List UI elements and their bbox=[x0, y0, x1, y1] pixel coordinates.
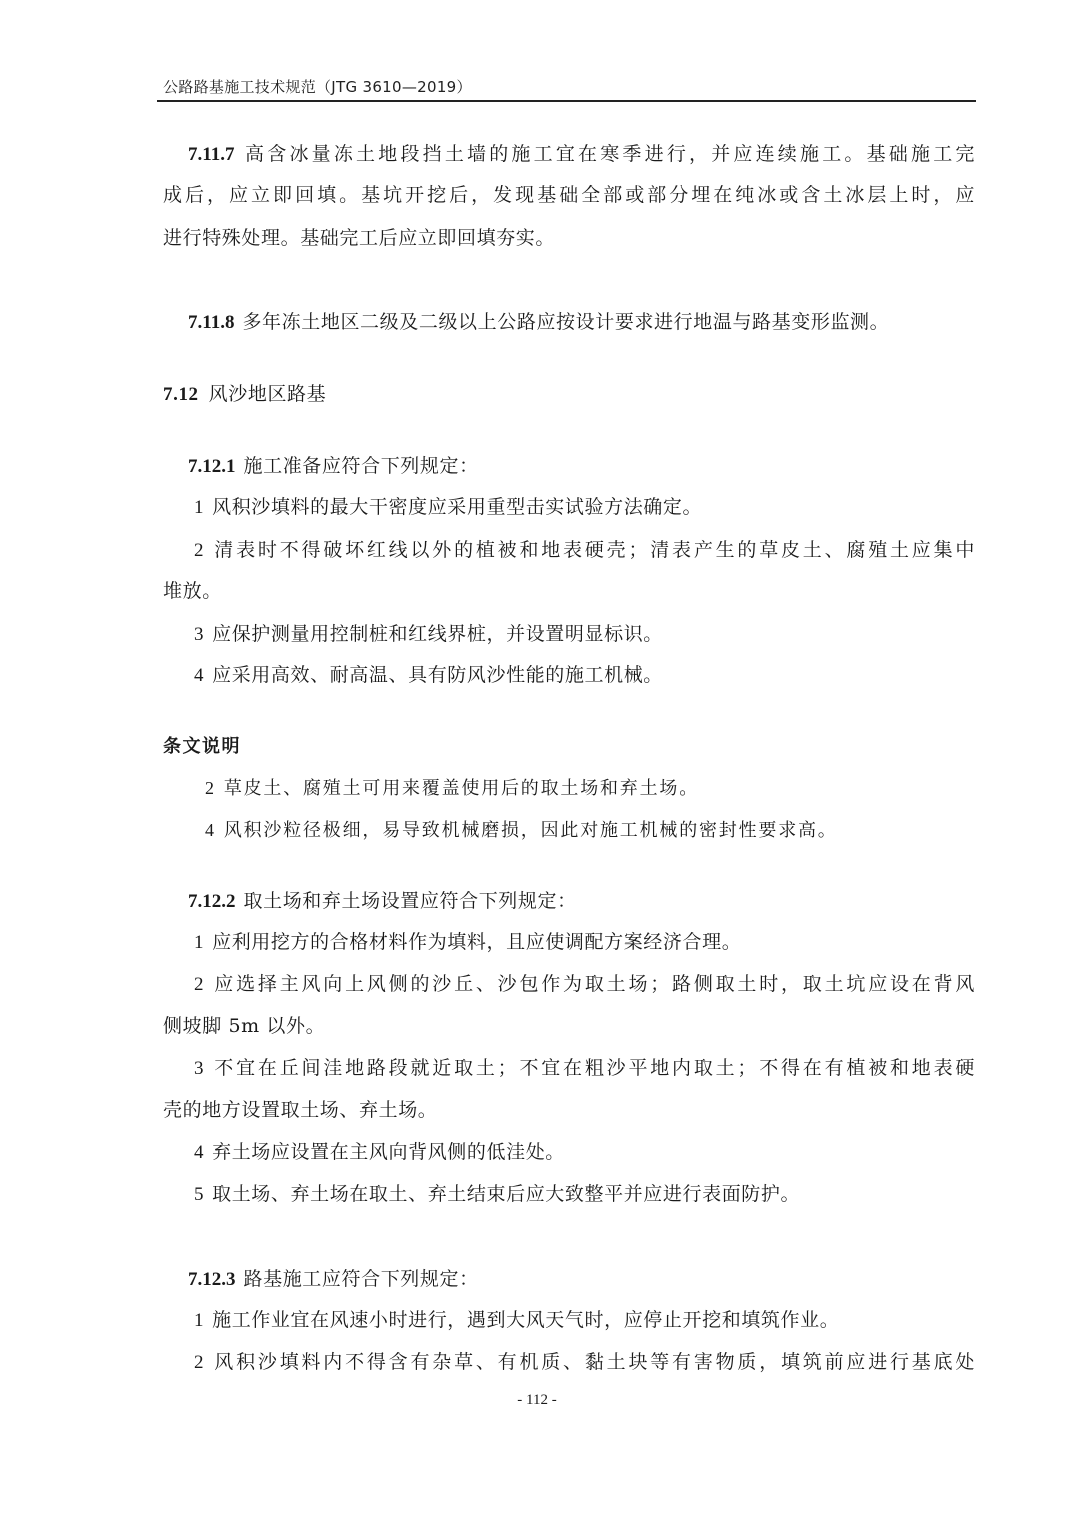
item-text: 施工作业宜在风速小时进行，遇到大风天气时，应停止开挖和填筑作业。 bbox=[212, 1309, 840, 1331]
list-item bbox=[194, 1349, 975, 1376]
list-item-continuation: 壳的地方设置取土场、弃土场。 bbox=[163, 1099, 438, 1121]
clause-number: 7.12.2 bbox=[188, 891, 236, 912]
clause-text: 路基施工应符合下列规定： bbox=[243, 1268, 479, 1290]
item-number: 1 bbox=[194, 1310, 205, 1331]
explanation-item bbox=[205, 775, 1017, 802]
item-number: 2 bbox=[194, 974, 205, 995]
item-text: 弃土场应设置在主风向背风侧的低洼处。 bbox=[212, 1141, 565, 1163]
item-text: 应利用挖方的合格材料作为填料，且应使调配方案经济合理。 bbox=[212, 931, 742, 953]
item-number: 2 bbox=[194, 540, 205, 561]
list-item bbox=[194, 1307, 1006, 1334]
item-number: 1 bbox=[194, 932, 205, 953]
clause-7-12-1-intro bbox=[188, 453, 1000, 480]
section-heading-7-12 bbox=[163, 381, 975, 408]
list-item-continuation: 堆放。 bbox=[163, 580, 222, 602]
list-item bbox=[194, 971, 975, 998]
clause-text: 取土场和弃土场设置应符合下列规定： bbox=[243, 890, 577, 912]
clause-7-12-3-intro bbox=[188, 1266, 1000, 1293]
item-number: 3 bbox=[194, 624, 205, 645]
item-text: 应选择主风向上风侧的沙丘、沙包作为取土场；路侧取土时，取土坑应设在背风 bbox=[212, 973, 975, 995]
clause-7-11-8 bbox=[188, 309, 1000, 336]
explanation-heading: 条文说明 bbox=[163, 736, 241, 757]
item-text: 应保护测量用控制桩和红线界桩，并设置明显标识。 bbox=[212, 623, 663, 645]
item-text: 不宜在丘间洼地路段就近取土；不宜在粗沙平地内取土；不得在有植被和地表硬 bbox=[212, 1057, 975, 1079]
list-item bbox=[194, 1139, 1006, 1166]
list-item bbox=[194, 537, 975, 564]
clause-text: 施工准备应符合下列规定： bbox=[243, 455, 479, 477]
clause-number: 7.11.7 bbox=[188, 144, 235, 165]
clause-7-11-7-line-3: 进行特殊处理。基础完工后应立即回填夯实。 bbox=[163, 227, 556, 249]
section-number: 7.12 bbox=[163, 384, 199, 405]
item-text: 草皮土、腐殖土可用来覆盖使用后的取土场和弃土场。 bbox=[223, 778, 700, 799]
clause-number: 7.12.1 bbox=[188, 456, 236, 477]
item-number: 4 bbox=[194, 665, 205, 686]
item-number: 1 bbox=[194, 497, 205, 518]
item-text: 应采用高效、耐高温、具有防风沙性能的施工机械。 bbox=[212, 664, 663, 686]
clause-7-11-7-line-2: 成后，应立即回填。基坑开挖后，发现基础全部或部分埋在纯冰或含土冰层上时，应 bbox=[163, 184, 975, 206]
clause-7-12-2-intro bbox=[188, 888, 1000, 915]
list-item-continuation: 侧坡脚 5m 以外。 bbox=[163, 1015, 326, 1037]
clause-7-11-7-line-1 bbox=[188, 141, 975, 168]
page-number: - 112 - bbox=[517, 1392, 557, 1408]
list-item bbox=[194, 621, 1006, 648]
item-number: 3 bbox=[194, 1058, 205, 1079]
list-item bbox=[194, 662, 1006, 689]
item-number: 2 bbox=[205, 778, 216, 798]
item-text: 风积沙填料的最大干密度应采用重型击实试验方法确定。 bbox=[212, 496, 703, 518]
item-text: 风积沙粒径极细，易导致机械磨损，因此对施工机械的密封性要求高。 bbox=[223, 820, 838, 841]
clause-number: 7.12.3 bbox=[188, 1269, 236, 1290]
item-number: 4 bbox=[205, 820, 216, 840]
list-item bbox=[194, 494, 1006, 521]
section-title: 风沙地区路基 bbox=[208, 383, 327, 405]
running-header: 公路路基施工技术规范（JTG 3610—2019） bbox=[163, 78, 472, 96]
explanation-item bbox=[205, 817, 1017, 844]
list-item bbox=[194, 1181, 1006, 1208]
item-text: 取土场、弃土场在取土、弃土结束后应大致整平并应进行表面防护。 bbox=[212, 1183, 801, 1205]
item-number: 4 bbox=[194, 1142, 205, 1163]
clause-text: 多年冻土地区二级及二级以上公路应按设计要求进行地温与路基变形监测。 bbox=[242, 311, 890, 333]
clause-number: 7.11.8 bbox=[188, 312, 235, 333]
header-divider bbox=[157, 100, 976, 102]
item-text: 风积沙填料内不得含有杂草、有机质、黏土块等有害物质，填筑前应进行基底处 bbox=[212, 1351, 975, 1373]
item-number: 2 bbox=[194, 1352, 205, 1373]
list-item bbox=[194, 929, 1006, 956]
item-text: 清表时不得破坏红线以外的植被和地表硬壳；清表产生的草皮土、腐殖土应集中 bbox=[212, 539, 975, 561]
item-number: 5 bbox=[194, 1184, 205, 1205]
list-item bbox=[194, 1055, 975, 1082]
clause-text: 高含冰量冻土地段挡土墙的施工宜在寒季进行，并应连续施工。基础施工完 bbox=[242, 143, 975, 165]
